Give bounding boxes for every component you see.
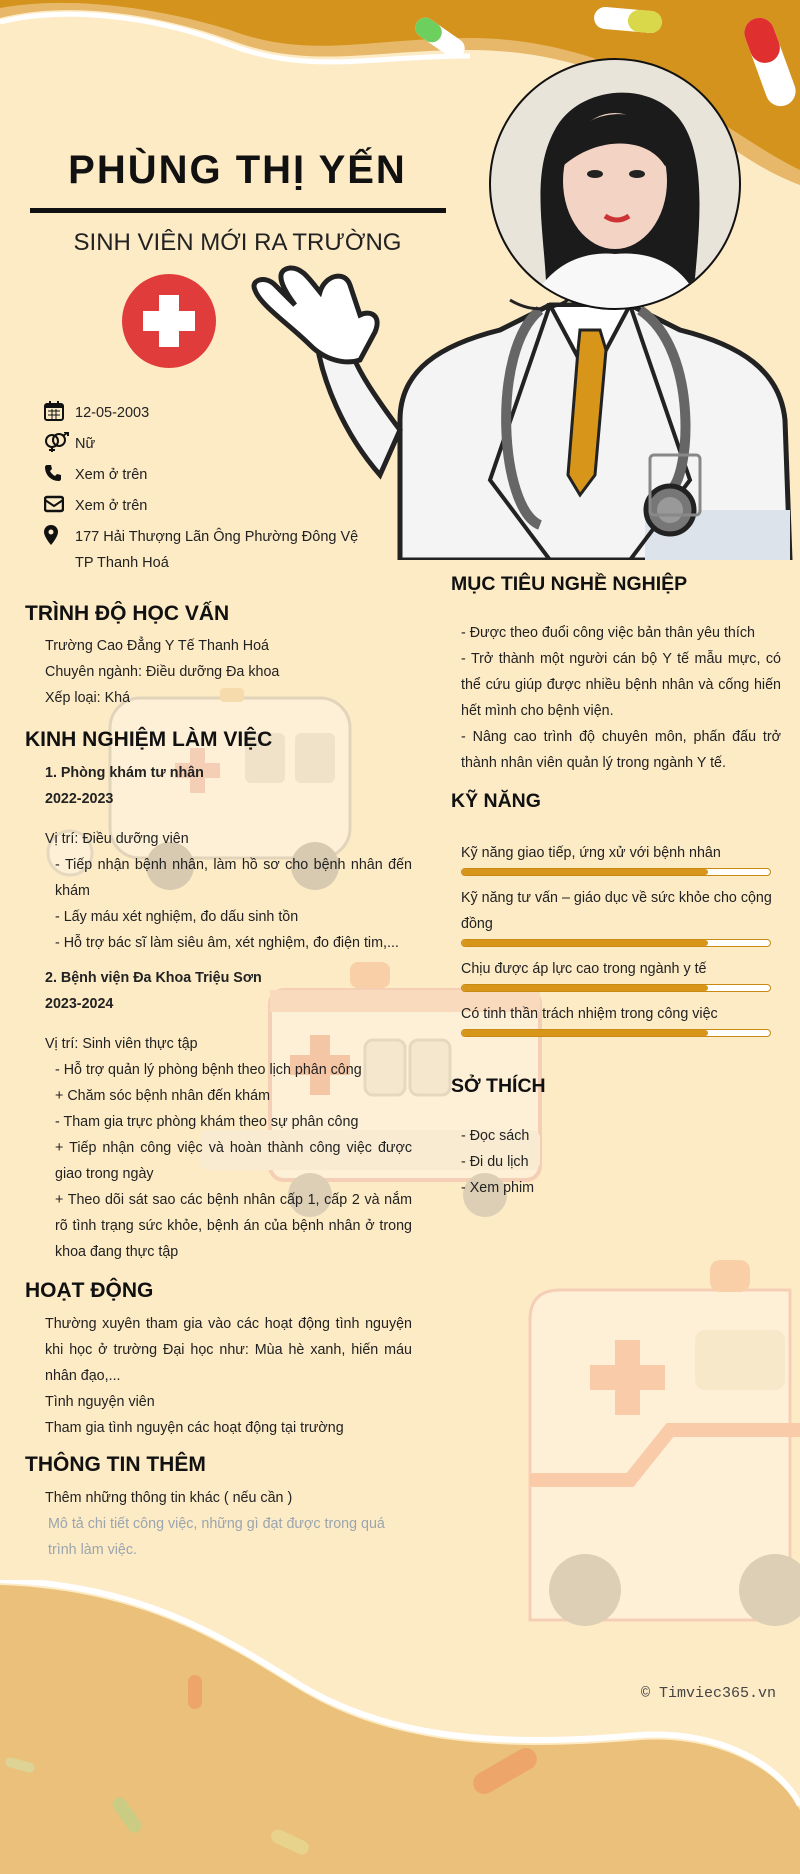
job-task: + Theo dõi sát sao các bệnh nhân cấp 1, cấp 2 và nắm rõ tình trạng sức khỏe, bệnh án của bệnh nhân ở trong khoa đang thực tập bbox=[55, 1192, 412, 1260]
job-task: - Lấy máu xét nghiệm, đo dấu sinh tồn bbox=[55, 909, 299, 925]
hobbies-section bbox=[461, 1123, 781, 1201]
objective-item: - Nâng cao trình độ chuyên môn, phấn đấu trở thành nhân viên quản lý trong ngành Y tế. bbox=[461, 729, 781, 771]
contact-list bbox=[44, 400, 384, 576]
contact-phone bbox=[44, 462, 384, 493]
skill-progress-bar bbox=[461, 984, 771, 992]
hobby-item: - Đọc sách bbox=[461, 1128, 530, 1144]
job-company: 2. Bệnh viện Đa Khoa Triệu Sơn bbox=[45, 970, 262, 986]
extra-text: Thêm những thông tin khác ( nếu cần ) bbox=[45, 1490, 293, 1506]
contact-gender-text: Nữ bbox=[75, 436, 96, 452]
contact-email bbox=[44, 493, 384, 524]
contact-phone-text: Xem ở trên bbox=[75, 467, 148, 483]
skill-name: Có tinh thần trách nhiệm trong công việc bbox=[461, 1006, 718, 1022]
activities-role: Tình nguyện viên bbox=[45, 1394, 155, 1410]
skill-name: Kỹ năng tư vấn – giáo dục về sức khỏe cho cộng đồng bbox=[461, 890, 772, 932]
location-icon bbox=[44, 524, 75, 546]
skill-item bbox=[461, 840, 781, 876]
footer-credit: © Timviec365.vn bbox=[640, 1685, 776, 1702]
education-major: Chuyên ngành: Điều dưỡng Đa khoa bbox=[45, 664, 280, 680]
hobby-item: - Đi du lịch bbox=[461, 1154, 529, 1170]
name-divider bbox=[30, 208, 446, 213]
candidate-title: SINH VIÊN MỚI RA TRƯỜNG bbox=[73, 229, 402, 256]
experience-section bbox=[45, 760, 412, 1265]
skills-heading: KỸ NĂNG bbox=[451, 790, 541, 812]
job-task: + Chăm sóc bệnh nhân đến khám bbox=[55, 1088, 270, 1104]
medical-cross-icon bbox=[121, 273, 217, 369]
calendar-icon bbox=[44, 400, 75, 422]
job-task: - Hỗ trợ quản lý phòng bệnh theo lịch phân công bbox=[55, 1062, 362, 1078]
activities-description: Thường xuyên tham gia vào các hoạt động tình nguyện khi học ở trường Đại học như: Mùa hè xanh, hiến máu nhân đạo,... bbox=[45, 1316, 412, 1384]
extra-placeholder: Mô tả chi tiết công việc, những gì đạt được trong quá trình làm việc. bbox=[48, 1516, 385, 1558]
phone-icon bbox=[44, 462, 75, 484]
skill-progress-fill bbox=[462, 985, 708, 991]
job-period: 2023-2024 bbox=[45, 996, 114, 1012]
skill-progress-fill bbox=[462, 940, 708, 946]
job-task: + Tiếp nhận công việc và hoàn thành công việc được giao trong ngày bbox=[55, 1140, 412, 1182]
skill-progress-fill bbox=[462, 869, 708, 875]
job-position: Vị trí: Sinh viên thực tập bbox=[45, 1036, 198, 1052]
contact-birthday bbox=[44, 400, 384, 431]
skills-section bbox=[461, 840, 781, 1046]
skill-progress-bar bbox=[461, 868, 771, 876]
job-position: Vị trí: Điều dưỡng viên bbox=[45, 831, 189, 847]
contact-gender bbox=[44, 431, 384, 462]
objective-item: - Trở thành một người cán bộ Y tế mẫu mực, có thể cứu giúp được nhiều bệnh nhân và cống hiến hết mình cho bệnh viện. bbox=[461, 651, 781, 719]
education-grade: Xếp loại: Khá bbox=[45, 690, 131, 706]
job-task: - Tham gia trực phòng khám theo sự phân công bbox=[55, 1114, 359, 1130]
objective-item: - Được theo đuổi công việc bản thân yêu thích bbox=[461, 625, 755, 641]
education-heading: TRÌNH ĐỘ HỌC VẤN bbox=[25, 602, 230, 625]
skill-name: Kỹ năng giao tiếp, ứng xử với bệnh nhân bbox=[461, 845, 721, 861]
candidate-name: PHÙNG THỊ YẾN bbox=[68, 148, 407, 192]
job-period: 2022-2023 bbox=[45, 791, 114, 807]
activities-detail: Tham gia tình nguyện các hoạt động tại trường bbox=[45, 1420, 344, 1436]
contact-address-text: 177 Hải Thượng Lãn Ông Phường Đông Vệ TP Thanh Hoá bbox=[75, 529, 359, 571]
experience-heading: KINH NGHIỆM LÀM VIỆC bbox=[25, 728, 273, 751]
activities-section bbox=[45, 1311, 412, 1441]
job-task: - Tiếp nhận bệnh nhân, làm hồ sơ cho bệnh nhân đến khám bbox=[55, 857, 412, 899]
job-company: 1. Phòng khám tư nhân bbox=[45, 765, 204, 781]
extra-section bbox=[45, 1485, 415, 1563]
avatar bbox=[487, 56, 743, 312]
contact-email-text: Xem ở trên bbox=[75, 498, 148, 514]
education-school: Trường Cao Đẳng Y Tế Thanh Hoá bbox=[45, 638, 270, 654]
skill-progress-bar bbox=[461, 1029, 771, 1037]
hobby-item: - Xem phim bbox=[461, 1180, 535, 1196]
skill-item bbox=[461, 1001, 781, 1037]
skill-progress-fill bbox=[462, 1030, 708, 1036]
contact-address bbox=[44, 524, 384, 576]
activities-heading: HOẠT ĐỘNG bbox=[25, 1279, 154, 1302]
skill-item bbox=[461, 885, 781, 947]
skill-progress-bar bbox=[461, 939, 771, 947]
skill-name: Chịu được áp lực cao trong ngành y tế bbox=[461, 961, 707, 977]
objective-heading: MỤC TIÊU NGHỀ NGHIỆP bbox=[451, 573, 688, 595]
email-icon bbox=[44, 493, 75, 515]
education-section bbox=[45, 633, 415, 711]
job-task: - Hỗ trợ bác sĩ làm siêu âm, xét nghiệm, đo điện tim,... bbox=[55, 935, 399, 951]
skill-item bbox=[461, 956, 781, 992]
hobbies-heading: SỞ THÍCH bbox=[451, 1075, 546, 1097]
objective-section bbox=[461, 620, 781, 776]
contact-birthday-text: 12-05-2003 bbox=[75, 405, 150, 421]
gender-icon bbox=[44, 431, 75, 453]
extra-heading: THÔNG TIN THÊM bbox=[25, 1453, 206, 1476]
